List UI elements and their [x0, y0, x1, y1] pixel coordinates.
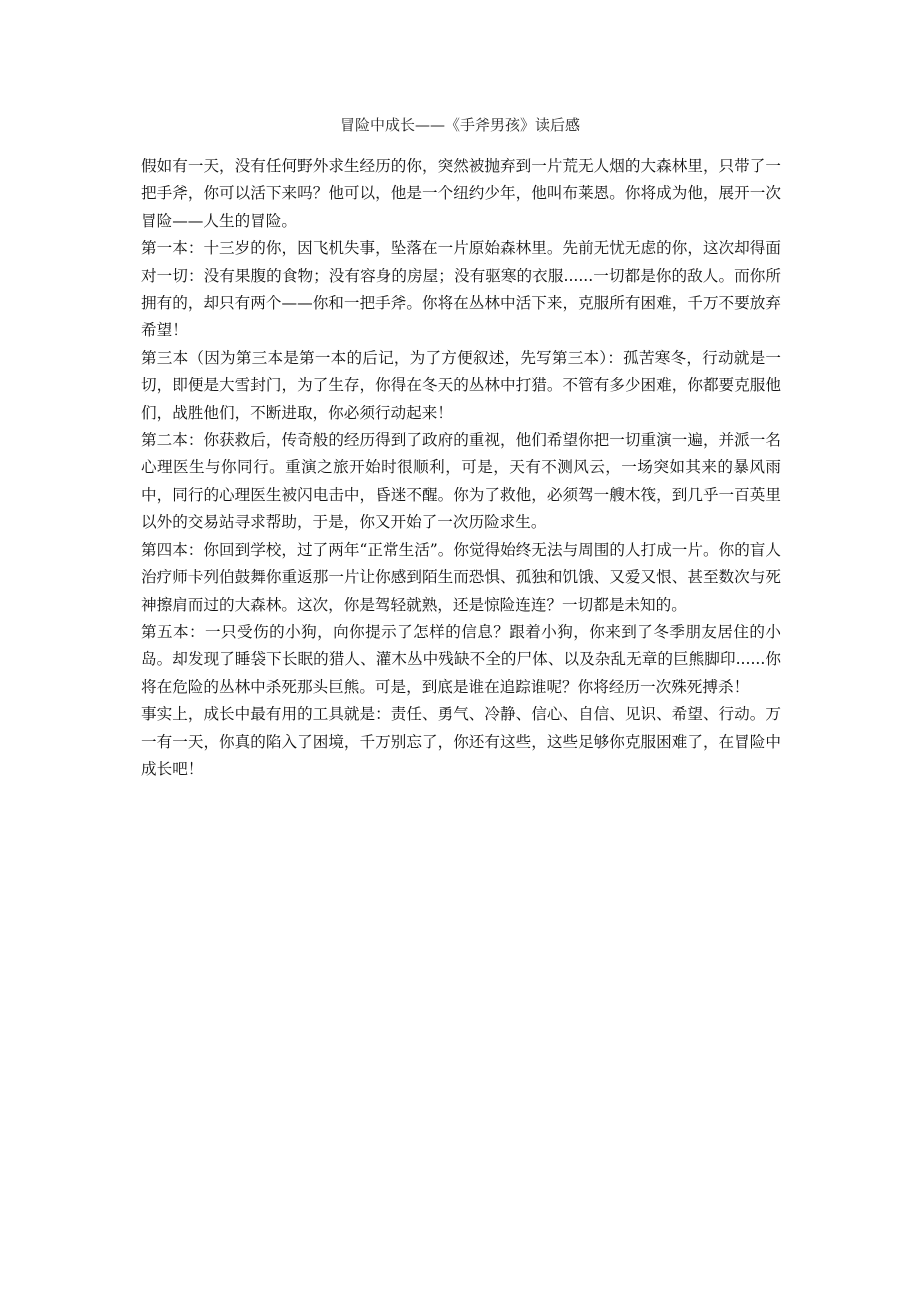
paragraph-conclusion: 事实上，成长中最有用的工具就是：责任、勇气、冷静、信心、自信、见识、希望、行动。万一有一天，你真的陷入了困境，千万别忘了，你还有这些，这些足够你克服困难了，在冒险中成长吧！	[141, 705, 781, 778]
paragraph-book-two: 第二本：你获救后，传奇般的经历得到了政府的重视，他们希望你把一切重演一遍，并派一名心理医生与你同行。重演之旅开始时很顺利，可是，天有不测风云，一场突如其来的暴风雨中，同行的心理医生被闪电击中，昏迷不醒。你为了救他，必须驾一艘木筏，到几乎一百英里以外的交易站寻求帮助，于是，你又开始了一次历险求生。	[141, 431, 781, 532]
paragraph-book-one: 第一本：十三岁的你，因飞机失事，坠落在一片原始森林里。先前无忧无虑的你，这次却得面对一切：没有果腹的食物；没有容身的房屋；没有驱寒的衣服......一切都是你的敌人。而你所拥有的，却只有两个——你和一把手斧。你将在丛林中活下来，克服所有困难，千万不要放弃希望！	[141, 239, 781, 340]
paragraph-intro: 假如有一天，没有任何野外求生经历的你，突然被抛弃到一片荒无人烟的大森林里，只带了一把手斧，你可以活下来吗？他可以，他是一个纽约少年，他叫布莱恩。你将成为他，展开一次冒险——人生的冒险。	[141, 157, 781, 230]
paragraph-book-four: 第四本：你回到学校，过了两年“正常生活”。你觉得始终无法与周围的人打成一片。你的盲人治疗师卡列伯鼓舞你重返那一片让你感到陌生而恐惧、孤独和饥饿、又爱又恨、甚至数次与死神擦肩而过的大森林。这次，你是驾轻就熟，还是惊险连连？一切都是未知的。	[141, 540, 781, 614]
document-title: 冒险中成长——《手斧男孩》读后感	[339, 116, 580, 134]
paragraph-book-five: 第五本：一只受伤的小狗，向你提示了怎样的信息？跟着小狗，你来到了冬季朋友居住的小岛。却发现了睡袋下长眠的猎人、灌木丛中残缺不全的尸体、以及杂乱无章的巨熊脚印......你将在危险的丛林中杀死那头巨熊。可是，到底是谁在追踪谁呢？你将经历一次殊死搏杀！	[141, 622, 781, 696]
document-body	[141, 153, 781, 783]
paragraph-book-three: 第三本（因为第三本是第一本的后记，为了方便叙述，先写第三本）：孤苦寒冬，行动就是一切，即便是大雪封门，为了生存，你得在冬天的丛林中打猎。不管有多少困难，你都要克服他们，战胜他们，不断进取，你必须行动起来！	[141, 348, 781, 422]
